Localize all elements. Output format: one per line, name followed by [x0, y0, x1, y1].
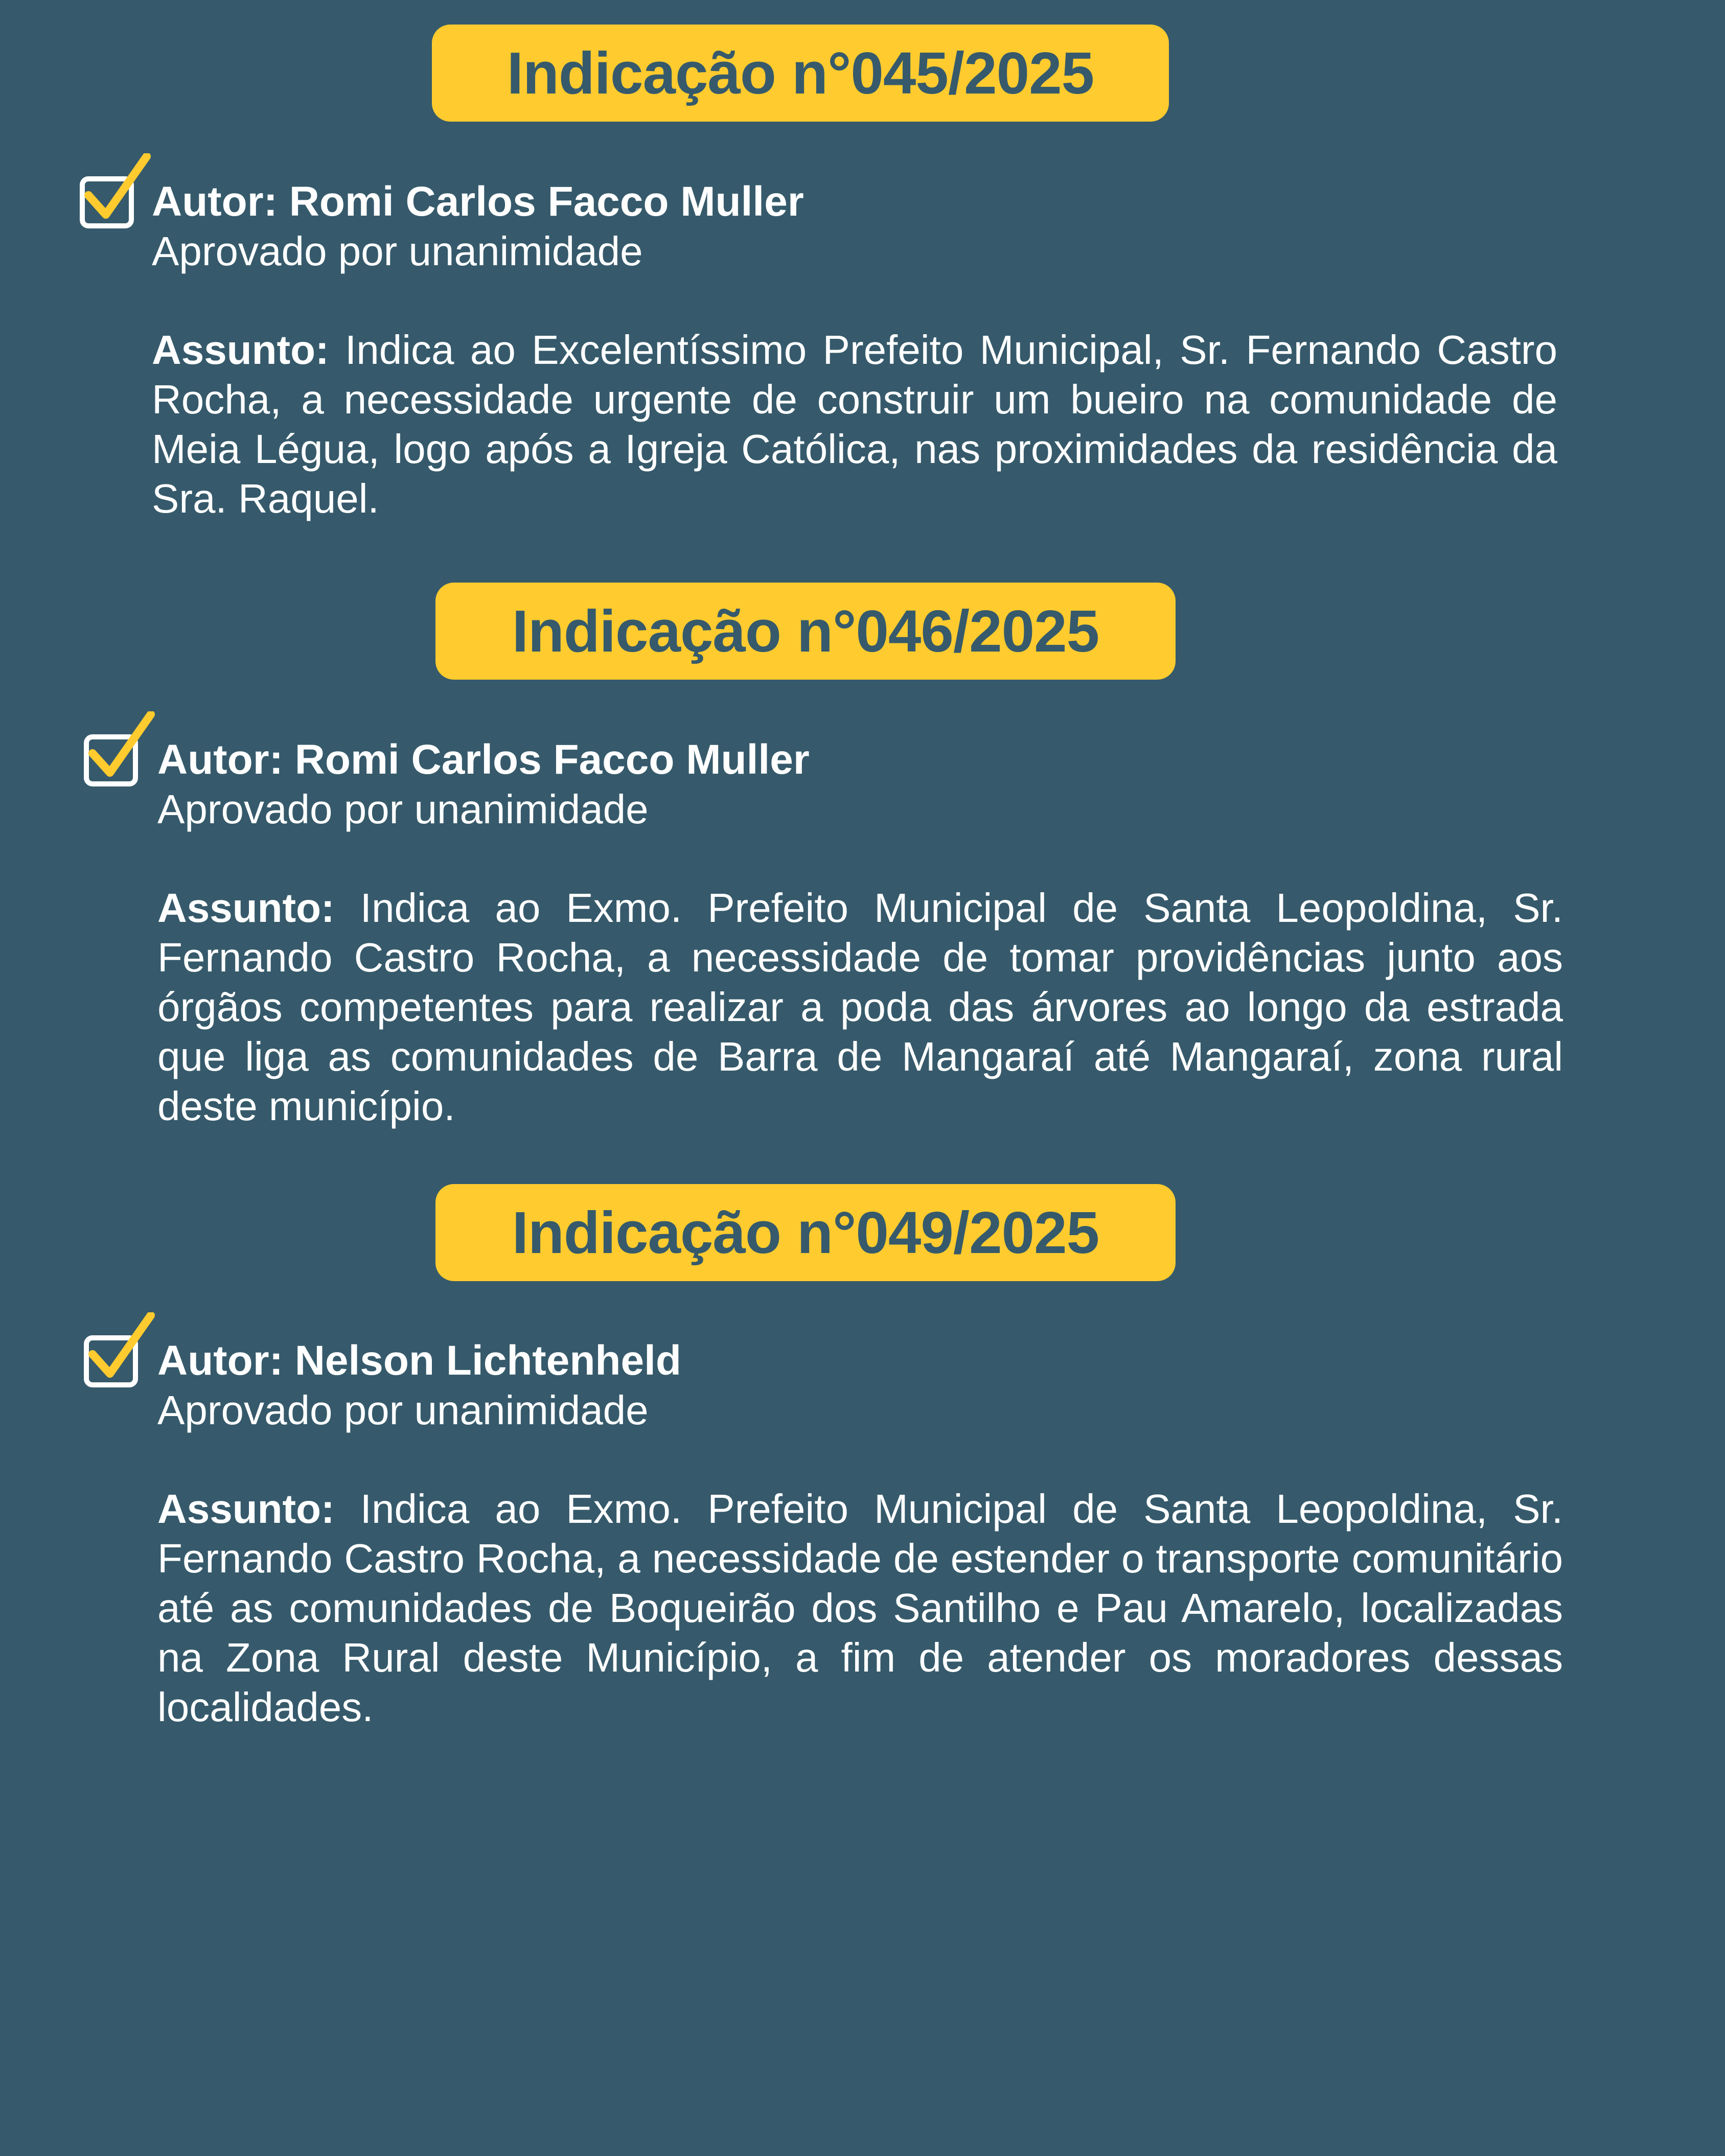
- indicacao-title: Indicação n°049/2025: [435, 1184, 1176, 1281]
- subject-text: Indica ao Exmo. Prefeito Municipal de Santa Leopoldina, Sr. Fernando Castro Rocha, a necessidade de tomar providências junto aos órgãos competentes para realizar a poda das árvores ao longo da estrada que liga as comunidades de Barra de Mangaraí até Mangaraí, zona rural deste município.: [157, 885, 1563, 1129]
- approval-status: Aprovado por unanimidade: [152, 228, 643, 274]
- subject-paragraph: [152, 325, 1557, 523]
- author-name: Autor: Romi Carlos Facco Muller: [152, 178, 804, 225]
- subject-text: Indica ao Exmo. Prefeito Municipal de Santa Leopoldina, Sr. Fernando Castro Rocha, a necessidade de estender o transporte comunitário até as comunidades de Boqueirão dos Santilho e Pau Amarelo, localizadas na Zona Rural deste Município, a fim de atender os moradores dessas localidades.: [157, 1486, 1563, 1730]
- author-name: Autor: Nelson Lichtenheld: [157, 1337, 681, 1384]
- approval-status: Aprovado por unanimidade: [157, 786, 649, 832]
- checkbox-checked-icon: [79, 153, 156, 230]
- indicacao-title: Indicação n°045/2025: [432, 25, 1169, 122]
- author-name: Autor: Romi Carlos Facco Muller: [157, 736, 810, 783]
- subject-label: Assunto:: [152, 327, 329, 373]
- approval-status: Aprovado por unanimidade: [157, 1387, 649, 1433]
- checkbox-checked-icon: [83, 1312, 160, 1389]
- indicacao-title: Indicação n°046/2025: [435, 583, 1176, 680]
- checkbox-checked-icon: [83, 711, 160, 788]
- subject-paragraph: [157, 1484, 1563, 1732]
- subject-label: Assunto:: [157, 1486, 335, 1532]
- subject-label: Assunto:: [157, 885, 335, 931]
- subject-text: Indica ao Excelentíssimo Prefeito Municipal, Sr. Fernando Castro Rocha, a necessidade urgente de construir um bueiro na comunidade de Meia Légua, logo após a Igreja Católica, nas proximidades da residência da Sra. Raquel.: [152, 327, 1557, 521]
- subject-paragraph: [157, 883, 1563, 1131]
